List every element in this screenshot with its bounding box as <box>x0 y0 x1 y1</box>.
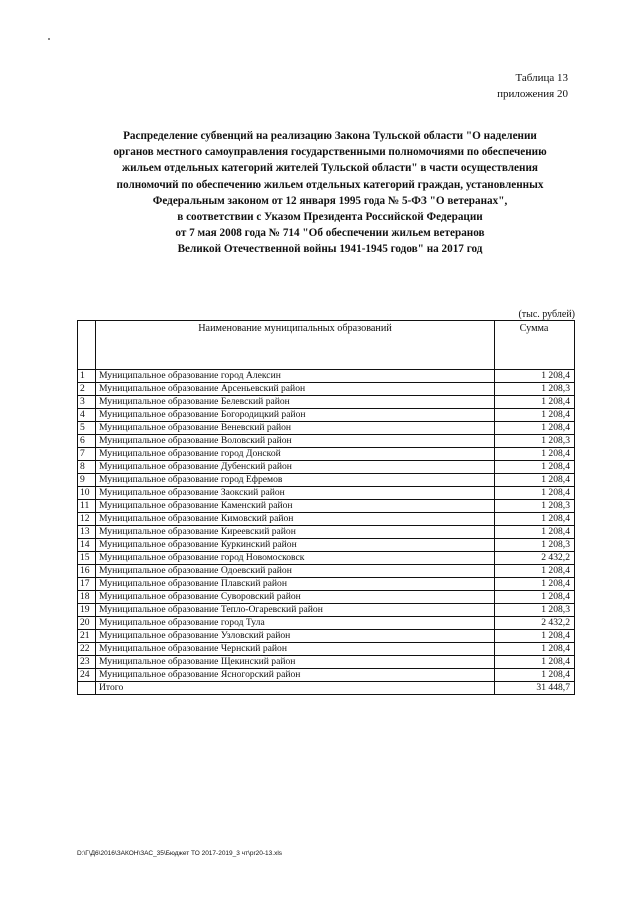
row-name-cell: Муниципальное образование Плавский район <box>96 578 495 591</box>
row-sum-cell: 1 208,4 <box>495 630 575 643</box>
row-name-cell: Муниципальное образование Белевский район <box>96 396 495 409</box>
row-name-cell: Муниципальное образование Одоевский район <box>96 565 495 578</box>
title-line: от 7 мая 2008 года № 714 "Об обеспечении жильем ветеранов <box>175 227 485 240</box>
total-label-cell: Итого <box>96 682 495 695</box>
row-name-cell: Муниципальное образование Тепло-Огаревский район <box>96 604 495 617</box>
row-sum-cell: 1 208,3 <box>495 500 575 513</box>
table-row <box>78 656 575 669</box>
title-line: полномочий по обеспечению жильем отдельных категорий граждан, установленных <box>116 178 544 191</box>
table-row <box>78 643 575 656</box>
subsidy-table <box>77 320 575 695</box>
row-name-cell: Муниципальное образование Чернский район <box>96 643 495 656</box>
row-sum-cell: 1 208,4 <box>495 578 575 591</box>
units-label: (тыс. рублей) <box>518 309 575 320</box>
row-number-cell: 2 <box>78 383 96 396</box>
row-sum-cell: 1 208,4 <box>495 422 575 435</box>
table-row <box>78 565 575 578</box>
row-name-cell: Муниципальное образование город Донской <box>96 448 495 461</box>
row-number-cell: 18 <box>78 591 96 604</box>
row-number-cell: 5 <box>78 422 96 435</box>
row-number-cell: 10 <box>78 487 96 500</box>
row-sum-cell: 1 208,4 <box>495 370 575 383</box>
row-number-cell: 17 <box>78 578 96 591</box>
title-line: в соответствии с Указом Президента Российской Федерации <box>177 211 483 224</box>
header-num-cell <box>78 321 96 370</box>
title-line: Федеральным законом от 12 января 1995 года № 5-ФЗ "О ветеранах", <box>152 194 508 207</box>
row-sum-cell: 1 208,4 <box>495 591 575 604</box>
row-number-cell: 3 <box>78 396 96 409</box>
row-sum-cell: 1 208,3 <box>495 383 575 396</box>
row-number-cell: 20 <box>78 617 96 630</box>
row-name-cell: Муниципальное образование Арсеньевский район <box>96 383 495 396</box>
table-row <box>78 630 575 643</box>
row-name-cell: Муниципальное образование город Алексин <box>96 370 495 383</box>
row-name-cell: Муниципальное образование Щекинский район <box>96 656 495 669</box>
row-number-cell: 11 <box>78 500 96 513</box>
row-number-cell: 13 <box>78 526 96 539</box>
table-row <box>78 435 575 448</box>
row-number-cell: 21 <box>78 630 96 643</box>
title-line: органов местного самоуправления государственными полномочиями по обеспечению <box>113 146 547 159</box>
table-row <box>78 604 575 617</box>
appendix-number: приложения 20 <box>497 88 568 100</box>
table-row <box>78 448 575 461</box>
title-line: жильем отдельных категорий жителей Тульской области" в части осуществления <box>122 162 538 175</box>
table-row <box>78 669 575 682</box>
table-row <box>78 370 575 383</box>
row-name-cell: Муниципальное образование Дубенский район <box>96 461 495 474</box>
row-sum-cell: 1 208,3 <box>495 539 575 552</box>
row-sum-cell: 1 208,4 <box>495 513 575 526</box>
row-name-cell: Муниципальное образование Узловский район <box>96 630 495 643</box>
row-sum-cell: 1 208,4 <box>495 448 575 461</box>
row-name-cell: Муниципальное образование Куркинский район <box>96 539 495 552</box>
table-row <box>78 539 575 552</box>
row-sum-cell: 1 208,4 <box>495 396 575 409</box>
table-row <box>78 383 575 396</box>
row-sum-cell: 1 208,3 <box>495 604 575 617</box>
table-row <box>78 461 575 474</box>
row-sum-cell: 1 208,4 <box>495 669 575 682</box>
scan-speck <box>48 38 50 40</box>
header-sum-cell: Сумма <box>495 321 575 370</box>
table-row <box>78 552 575 565</box>
title-line: Распределение субвенций на реализацию Закона Тульской области "О наделении <box>123 130 537 142</box>
row-number-cell: 8 <box>78 461 96 474</box>
row-number-cell: 12 <box>78 513 96 526</box>
row-sum-cell: 1 208,3 <box>495 435 575 448</box>
row-number-cell: 19 <box>78 604 96 617</box>
row-name-cell: Муниципальное образование Богородицкий район <box>96 409 495 422</box>
row-name-cell: Муниципальное образование Каменский район <box>96 500 495 513</box>
row-number-cell: 7 <box>78 448 96 461</box>
row-name-cell: Муниципальное образование Киреевский район <box>96 526 495 539</box>
row-name-cell: Муниципальное образование Воловский район <box>96 435 495 448</box>
row-name-cell: Муниципальное образование Веневский район <box>96 422 495 435</box>
title-line: Великой Отечественной войны 1941-1945 годов" на 2017 год <box>177 243 483 256</box>
row-number-cell: 6 <box>78 435 96 448</box>
file-path: D:\Г\Д6\2016\ЗАКОН\ЗАС_35\Бюджет ТО 2017-2019_3 чт\pr20-13.xls <box>77 850 283 857</box>
table-row <box>78 487 575 500</box>
row-number-cell: 1 <box>78 370 96 383</box>
row-name-cell: Муниципальное образование город Тула <box>96 617 495 630</box>
row-number-cell: 14 <box>78 539 96 552</box>
total-num-cell <box>78 682 96 695</box>
table-row <box>78 422 575 435</box>
row-sum-cell: 1 208,4 <box>495 487 575 500</box>
row-number-cell: 9 <box>78 474 96 487</box>
row-sum-cell: 1 208,4 <box>495 656 575 669</box>
table-reference <box>497 70 568 102</box>
table-header-row <box>78 321 575 370</box>
table-row <box>78 617 575 630</box>
header-name-cell: Наименование муниципальных образований <box>96 321 495 370</box>
row-sum-cell: 1 208,4 <box>495 526 575 539</box>
row-number-cell: 23 <box>78 656 96 669</box>
table-row <box>78 513 575 526</box>
row-name-cell: Муниципальное образование Ясногорский район <box>96 669 495 682</box>
row-name-cell: Муниципальное образование Суворовский район <box>96 591 495 604</box>
row-number-cell: 24 <box>78 669 96 682</box>
row-sum-cell: 2 432,2 <box>495 552 575 565</box>
row-sum-cell: 2 432,2 <box>495 617 575 630</box>
row-name-cell: Муниципальное образование город Ефремов <box>96 474 495 487</box>
row-sum-cell: 1 208,4 <box>495 409 575 422</box>
row-name-cell: Муниципальное образование Заокский район <box>96 487 495 500</box>
row-number-cell: 4 <box>78 409 96 422</box>
row-sum-cell: 1 208,4 <box>495 643 575 656</box>
row-sum-cell: 1 208,4 <box>495 461 575 474</box>
document-title <box>70 128 590 258</box>
table-total-row <box>78 682 575 695</box>
row-number-cell: 16 <box>78 565 96 578</box>
row-name-cell: Муниципальное образование Кимовский район <box>96 513 495 526</box>
total-sum-cell: 31 448,7 <box>495 682 575 695</box>
table-row <box>78 409 575 422</box>
table-row <box>78 474 575 487</box>
row-sum-cell: 1 208,4 <box>495 474 575 487</box>
row-sum-cell: 1 208,4 <box>495 565 575 578</box>
table-row <box>78 578 575 591</box>
row-name-cell: Муниципальное образование город Новомосковск <box>96 552 495 565</box>
table-row <box>78 396 575 409</box>
table-row <box>78 526 575 539</box>
table-number: Таблица 13 <box>515 72 568 84</box>
row-number-cell: 15 <box>78 552 96 565</box>
row-number-cell: 22 <box>78 643 96 656</box>
table-row <box>78 500 575 513</box>
table-row <box>78 591 575 604</box>
